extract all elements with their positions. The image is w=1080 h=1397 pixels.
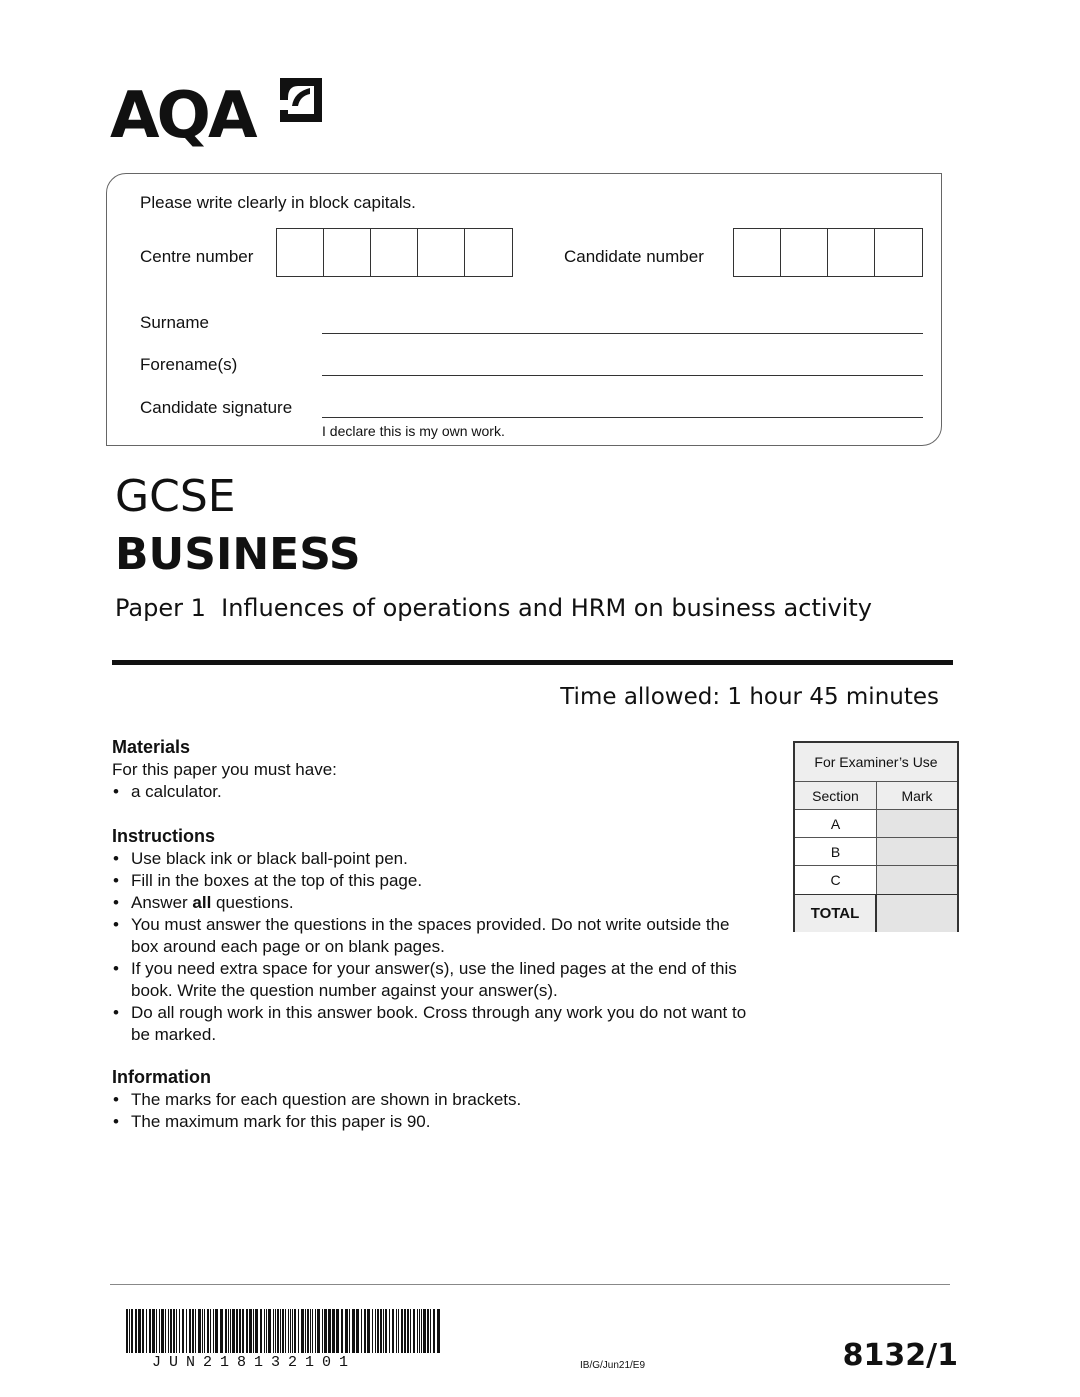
centre-number-digit[interactable] (324, 229, 371, 276)
barcode-bar (165, 1309, 166, 1353)
barcode-bar (275, 1309, 276, 1353)
barcode-bar (419, 1309, 420, 1353)
examiner-use-table (793, 741, 959, 932)
paper-title: Influences of operations and HRM on business activity (221, 594, 873, 622)
barcode-bar (433, 1309, 435, 1353)
barcode-bar (142, 1309, 144, 1353)
barcode-bar (161, 1309, 164, 1353)
barcode-bar (385, 1309, 387, 1353)
list-item: • The maximum mark for this paper is 90. (112, 1111, 752, 1133)
barcode-bar (255, 1309, 258, 1353)
barcode-bar (328, 1309, 331, 1353)
total-row (795, 894, 957, 932)
barcode-bar (182, 1309, 184, 1353)
paper-code: 8132/1 (842, 1338, 958, 1373)
section-cell: A (795, 810, 877, 837)
paper-subtitle (115, 594, 872, 622)
barcode-bar (341, 1309, 343, 1353)
mark-cell (877, 866, 957, 894)
barcode-bar (305, 1309, 306, 1353)
barcode-bar (315, 1309, 316, 1353)
barcode-bar (301, 1309, 304, 1353)
list-item: • You must answer the questions in the spaces provided. Do not write outside the box around each page or on blank pages. (112, 914, 757, 958)
list-item (112, 892, 757, 914)
candidate-number-digit[interactable] (875, 229, 922, 276)
section-column-header: Section (795, 782, 877, 809)
title-divider (112, 660, 953, 665)
section-cell: B (795, 838, 877, 865)
barcode-bar (215, 1309, 218, 1353)
barcode-bar (312, 1309, 313, 1353)
barcode-bar (324, 1309, 327, 1353)
barcode-bar (213, 1309, 214, 1353)
answer-all-post: questions. (211, 893, 294, 912)
aqa-leaf-icon (278, 76, 324, 124)
barcode-bar (298, 1309, 299, 1353)
barcode-bar (322, 1309, 323, 1353)
barcode-bar (317, 1309, 320, 1353)
barcode-bar (253, 1309, 254, 1353)
answer-all-bold: all (192, 893, 212, 912)
barcode-bar (156, 1309, 157, 1353)
time-allowed: Time allowed: 1 hour 45 minutes (560, 684, 939, 710)
barcode-bar (236, 1309, 238, 1353)
barcode-bar (129, 1309, 130, 1353)
barcode-bar (437, 1309, 440, 1353)
barcode-bar (264, 1309, 265, 1353)
barcode-bar (210, 1309, 211, 1353)
barcode-bar (189, 1309, 191, 1353)
list-item: • Use black ink or black ball-point pen. (112, 848, 757, 870)
barcode-bar (345, 1309, 348, 1353)
information-list (112, 1089, 752, 1133)
centre-number-digit[interactable] (277, 229, 324, 276)
information-heading: Information (112, 1067, 211, 1087)
declaration-text: I declare this is my own work. (322, 423, 505, 439)
instructions-heading: Instructions (112, 826, 216, 846)
barcode-bar (138, 1309, 141, 1353)
barcode-bar (207, 1309, 209, 1353)
materials-heading: Materials (112, 737, 191, 757)
barcode-bar (192, 1309, 194, 1353)
barcode-bar (195, 1309, 196, 1353)
surname-label: Surname (140, 313, 209, 332)
centre-number-label: Centre number (140, 247, 254, 266)
barcode-bar (332, 1309, 335, 1353)
barcode-bar (152, 1309, 155, 1353)
aqa-logo (110, 72, 330, 152)
barcode-bar (310, 1309, 311, 1353)
barcode-bar (367, 1309, 370, 1353)
barcode-bar (383, 1309, 384, 1353)
answer-all-pre: Answer (131, 893, 193, 912)
barcode-bar (410, 1309, 411, 1353)
list-item: • The marks for each question are shown in brackets. (112, 1089, 752, 1111)
barcode-bar (401, 1309, 403, 1353)
barcode-bar (268, 1309, 271, 1353)
barcode-bar (249, 1309, 252, 1353)
barcode-bars (126, 1309, 442, 1353)
barcode-bar (159, 1309, 160, 1353)
barcode-bar (173, 1309, 175, 1353)
surname-field[interactable] (322, 333, 923, 334)
barcode-bar (232, 1309, 235, 1353)
barcode-bar (430, 1309, 431, 1353)
table-row (795, 838, 957, 866)
barcode-bar (389, 1309, 390, 1353)
barcode-bar (220, 1309, 223, 1353)
barcode-bar (149, 1309, 151, 1353)
barcode-bar (168, 1309, 169, 1353)
centre-number-digit[interactable] (371, 229, 418, 276)
barcode-bar (260, 1309, 262, 1353)
barcode-bar (421, 1309, 422, 1353)
mark-column-header: Mark (877, 782, 957, 809)
barcode-bar (349, 1309, 350, 1353)
paper-number: Paper 1 (115, 594, 206, 622)
list-item: • If you need extra space for your answer(s), use the lined pages at the end of this book. Write the question number against your answer(s). (112, 958, 757, 1002)
list-item: • Do all rough work in this answer book. Cross through any work you do not want to be marked. (112, 1002, 757, 1046)
barcode-bar (417, 1309, 418, 1353)
barcode-bar (126, 1309, 128, 1353)
paper-reference: IB/G/Jun21/E9 (580, 1360, 646, 1371)
signature-field[interactable] (322, 417, 923, 418)
total-label: TOTAL (795, 895, 877, 932)
barcode-bar (372, 1309, 373, 1353)
barcode-bar (225, 1309, 227, 1353)
barcode-bar (186, 1309, 187, 1353)
barcode-bar (282, 1309, 284, 1353)
barcode-bar (290, 1309, 291, 1353)
candidate-number-digit[interactable] (828, 229, 875, 276)
barcode (126, 1309, 442, 1353)
barcode-bar (413, 1309, 415, 1353)
barcode-bar (392, 1309, 394, 1353)
signature-label: Candidate signature (140, 398, 293, 417)
candidate-number-input[interactable] (733, 228, 923, 277)
materials-intro: For this paper you must have: (112, 760, 337, 779)
barcode-bar (307, 1309, 309, 1353)
centre-number-digit[interactable] (465, 229, 512, 276)
barcode-bar (230, 1309, 231, 1353)
examiner-table-title: For Examiner’s Use (795, 743, 957, 782)
barcode-bar (404, 1309, 406, 1353)
barcode-bar (170, 1309, 172, 1353)
barcode-bar (407, 1309, 409, 1353)
barcode-bar (336, 1309, 339, 1353)
barcode-bar (204, 1309, 205, 1353)
candidate-number-label: Candidate number (564, 247, 704, 266)
subject-title: BUSINESS (115, 529, 361, 580)
barcode-bar (198, 1309, 201, 1353)
materials-list (112, 781, 752, 803)
barcode-bar (356, 1309, 359, 1353)
barcode-bar (202, 1309, 203, 1353)
barcode-bar (292, 1309, 293, 1353)
barcode-bar (377, 1309, 379, 1353)
barcode-bar (135, 1309, 137, 1353)
barcode-bar (273, 1309, 274, 1353)
barcode-bar (423, 1309, 426, 1353)
barcode-bar (375, 1309, 376, 1353)
section-cell: C (795, 866, 877, 894)
forenames-label: Forename(s) (140, 355, 238, 374)
barcode-bar (380, 1309, 382, 1353)
barcode-bar (131, 1309, 133, 1353)
barcode-bar (242, 1309, 244, 1353)
examiner-table-header (795, 782, 957, 810)
barcode-bar (146, 1309, 147, 1353)
barcode-bar (288, 1309, 289, 1353)
barcode-bar (294, 1309, 296, 1353)
qualification-title: GCSE (115, 471, 236, 522)
footer-divider (110, 1284, 950, 1285)
barcode-bar (285, 1309, 286, 1353)
mark-cell (877, 838, 957, 865)
barcode-bar (352, 1309, 355, 1353)
block-capitals-instruction: Please write clearly in block capitals. (140, 193, 416, 212)
barcode-bar (398, 1309, 399, 1353)
instructions-list (112, 848, 757, 1046)
list-item: • a calculator. (112, 781, 752, 803)
barcode-bar (239, 1309, 241, 1353)
barcode-bar (176, 1309, 177, 1353)
candidate-number-digit[interactable] (781, 229, 828, 276)
barcode-bar (228, 1309, 229, 1353)
barcode-bar (266, 1309, 267, 1353)
table-row (795, 810, 957, 838)
centre-number-digit[interactable] (418, 229, 465, 276)
barcode-bar (280, 1309, 281, 1353)
barcode-bar (277, 1309, 279, 1353)
barcode-label: JUN218132101 (152, 1354, 357, 1371)
barcode-bar (427, 1309, 429, 1353)
barcode-bar (396, 1309, 397, 1353)
table-row (795, 866, 957, 894)
mark-cell (877, 810, 957, 837)
logo-text: AQA (110, 79, 255, 153)
list-item: • Fill in the boxes at the top of this page. (112, 870, 757, 892)
total-mark-cell (877, 895, 957, 932)
barcode-bar (246, 1309, 248, 1353)
candidate-number-digit[interactable] (734, 229, 781, 276)
barcode-bar (361, 1309, 362, 1353)
centre-number-input[interactable] (276, 228, 513, 277)
barcode-bar (364, 1309, 366, 1353)
forenames-field[interactable] (322, 375, 923, 376)
barcode-bar (179, 1309, 180, 1353)
